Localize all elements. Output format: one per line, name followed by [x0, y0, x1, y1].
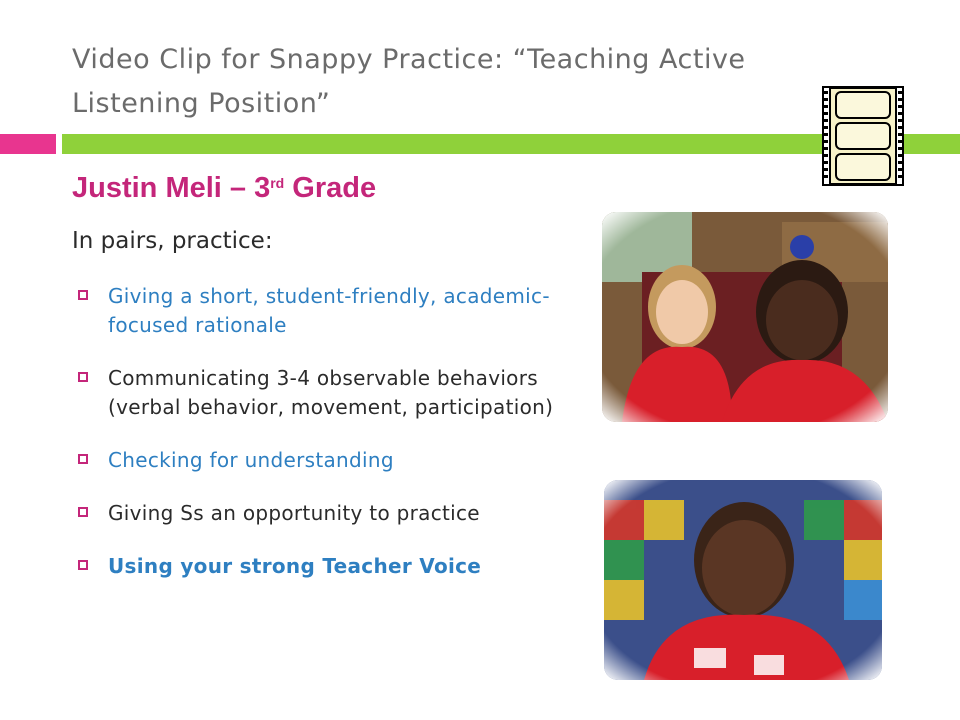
- list-item-text: Using your strong Teacher Voice: [108, 554, 482, 578]
- list-item-text: Checking for understanding: [108, 448, 394, 472]
- square-bullet-icon: [78, 290, 88, 300]
- list-item: [78, 446, 558, 475]
- square-bullet-icon: [78, 372, 88, 382]
- list-item-text: Giving a short, student-friendly, academic-focused rationale: [108, 284, 550, 337]
- square-bullet-icon: [78, 507, 88, 517]
- photo-two-girls: [602, 212, 888, 422]
- slide-title: Video Clip for Snappy Practice: “Teaching Active Listening Position”: [72, 44, 746, 119]
- pink-accent-bar: [0, 134, 56, 154]
- list-item: [78, 364, 558, 422]
- teacher-grade-heading: [72, 172, 376, 205]
- intro-text: In pairs, practice:: [72, 228, 273, 254]
- practice-list: [78, 282, 558, 605]
- subtitle-main: Justin Meli – 3: [72, 172, 271, 204]
- subtitle-end: Grade: [284, 172, 377, 204]
- subtitle-superscript: rd: [270, 175, 285, 191]
- photo-boy: [604, 480, 882, 680]
- square-bullet-icon: [78, 454, 88, 464]
- list-item-text: Communicating 3-4 observable behaviors (verbal behavior, movement, participation): [108, 366, 554, 419]
- list-item: [78, 282, 558, 340]
- filmstrip-icon: [822, 86, 904, 186]
- square-bullet-icon: [78, 560, 88, 570]
- list-item: [78, 499, 558, 528]
- list-item-text: Giving Ss an opportunity to practice: [108, 501, 480, 525]
- list-item: [78, 552, 558, 581]
